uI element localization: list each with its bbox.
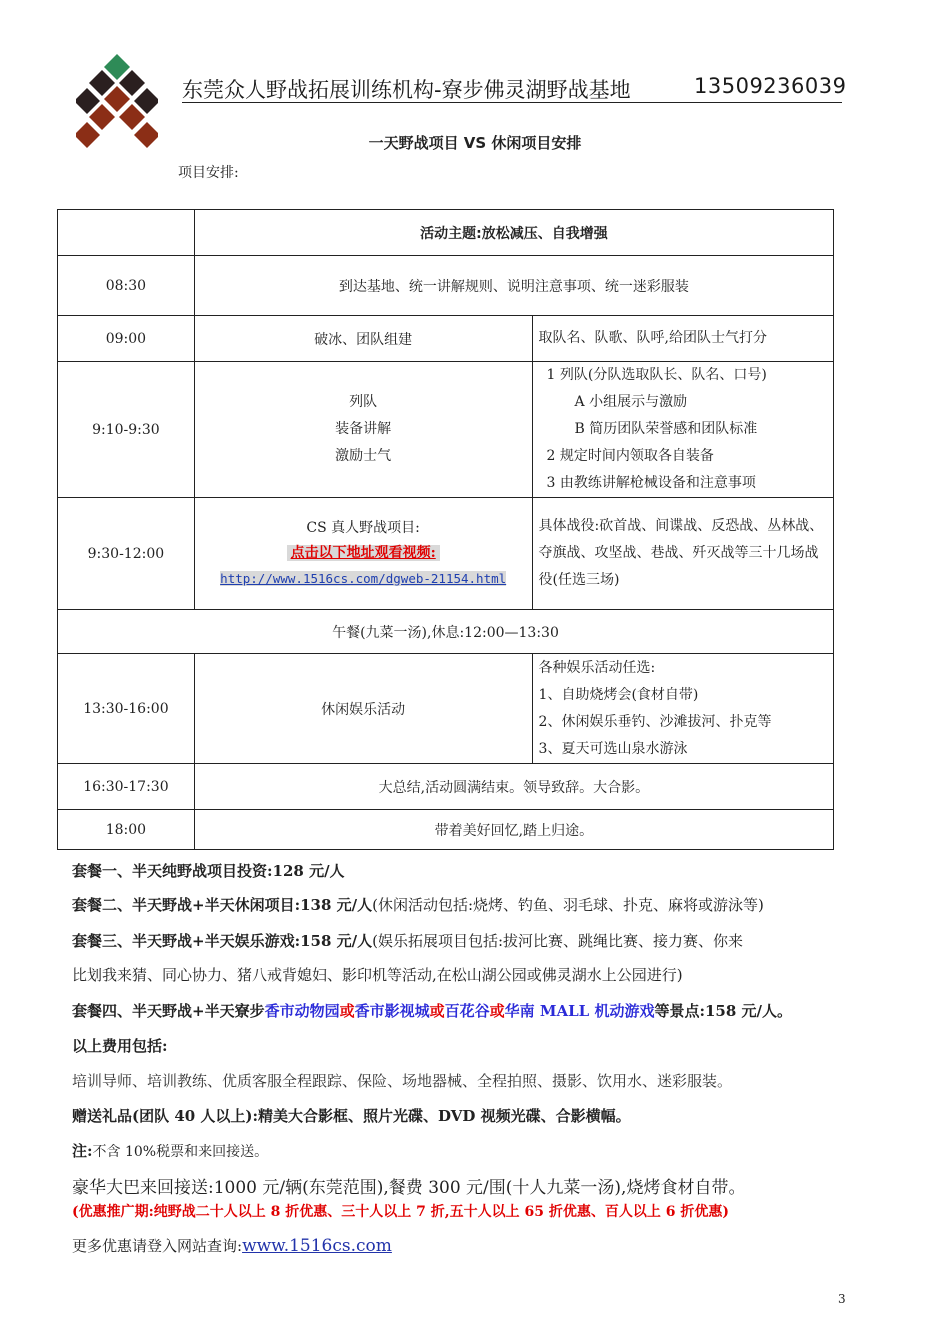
package-2-note: (休闲活动包括:烧烤、钓鱼、羽毛球、扑克、麻将或游泳等) bbox=[372, 896, 764, 914]
detail-line: 1 列队(分队选取队长、队名、口号) bbox=[546, 367, 767, 383]
detail-line: 3、夏天可选山泉水游泳 bbox=[538, 740, 688, 757]
or-word: 或 bbox=[339, 1002, 355, 1020]
table-row bbox=[58, 362, 834, 498]
phone-number: 13509236039 bbox=[694, 74, 847, 98]
detail-cell: 具体战役:砍首战、间谍战、反恐战、丛林战、夺旗战、攻坚战、巷战、歼灭战等三十几场战役(任选三场) bbox=[532, 498, 833, 610]
video-url-link[interactable]: http://www.1516cs.com/dgweb-21154.html bbox=[220, 570, 507, 586]
time-cell: 18:00 bbox=[58, 810, 195, 850]
scenic-spot: 香市动物园 bbox=[264, 1002, 340, 1020]
scenic-spot: 华南 MALL 机动游戏 bbox=[504, 1002, 655, 1020]
time-cell: 09:00 bbox=[58, 316, 195, 362]
schedule-table bbox=[57, 209, 834, 850]
or-word: 或 bbox=[489, 1002, 505, 1020]
document-title: 一天野战项目 VS 休闲项目安排 bbox=[368, 134, 582, 152]
activity-line: 激励士气 bbox=[335, 448, 392, 464]
table-row bbox=[58, 810, 834, 850]
activity-theme: 活动主题:放松减压、自我增强 bbox=[194, 210, 833, 256]
website-link[interactable]: www.1516cs.com bbox=[242, 1236, 392, 1256]
table-row bbox=[58, 210, 834, 256]
promo-line: (优惠推广期:纯野战二十人以上 8 折优惠、三十人以上 7 折,五十人以上 65 折优惠、百人以上 6 折优惠) bbox=[72, 1204, 729, 1220]
time-cell: 16:30-17:30 bbox=[58, 764, 195, 810]
time-cell: 9:10-9:30 bbox=[58, 362, 195, 498]
gift-line: 赠送礼品(团队 40 人以上):精美大合影框、照片光碟、DVD 视频光碟、合影横幅。 bbox=[72, 1107, 631, 1125]
more-text: 更多优惠请登入网站查询: bbox=[72, 1237, 243, 1255]
activity-line: CS 真人野战项目: bbox=[306, 519, 420, 536]
activity-cell bbox=[194, 498, 532, 610]
package-2-title: 套餐二、半天野战+半天休闲项目:138 元/人 bbox=[72, 896, 373, 914]
table-row bbox=[58, 764, 834, 810]
detail-line: 2 规定时间内领取各自装备 bbox=[546, 448, 714, 464]
detail-cell bbox=[532, 654, 833, 764]
package-3 bbox=[72, 930, 743, 951]
package-4 bbox=[72, 1000, 792, 1021]
desc-cell: 大总结,活动圆满结束。领导致辞。大合影。 bbox=[194, 764, 833, 810]
note-text: 不含 10%税票和来回接送。 bbox=[92, 1144, 269, 1160]
detail-line: A 小组展示与激励 bbox=[574, 394, 688, 410]
detail-cell: 取队名、队歌、队呼,给团队士气打分 bbox=[532, 316, 833, 362]
table-row bbox=[58, 654, 834, 764]
desc-cell: 到达基地、统一讲解规则、说明注意事项、统一迷彩服装 bbox=[194, 256, 833, 316]
package-2 bbox=[72, 894, 764, 915]
package-3-title: 套餐三、半天野战+半天娱乐游戏:158 元/人 bbox=[72, 932, 373, 950]
detail-line: 1、自助烧烤会(食材自带) bbox=[538, 686, 699, 703]
org-name: 东莞众人野战拓展训练机构-寮步佛灵湖野战基地 bbox=[182, 78, 631, 102]
bus-line: 豪华大巴来回接送:1000 元/辆(东莞范围),餐费 300 元/围(十人九菜一汤),烧烤食材自带。 bbox=[72, 1178, 746, 1198]
video-link-label: 点击以下地址观看视频: bbox=[287, 545, 440, 561]
package-1: 套餐一、半天纯野战项目投资:128 元/人 bbox=[72, 862, 345, 880]
time-cell: 13:30-16:00 bbox=[58, 654, 195, 764]
table-row bbox=[58, 256, 834, 316]
activity-cell bbox=[194, 362, 532, 498]
time-cell: 9:30-12:00 bbox=[58, 498, 195, 610]
scenic-spot: 百花谷 bbox=[444, 1002, 490, 1020]
table-row bbox=[58, 316, 834, 362]
page-number: 3 bbox=[838, 1292, 846, 1306]
section-label: 项目安排: bbox=[178, 165, 239, 181]
detail-cell bbox=[532, 362, 833, 498]
desc-cell: 带着美好回忆,踏上归途。 bbox=[194, 810, 833, 850]
detail-line: B 简历团队荣誉感和团队标准 bbox=[574, 421, 758, 437]
activity-line: 列队 bbox=[349, 394, 378, 410]
detail-line: 3 由教练讲解枪械设备和注意事项 bbox=[546, 475, 756, 491]
table-row bbox=[58, 610, 834, 654]
note-label: 注: bbox=[72, 1142, 93, 1160]
package-3-note-cont: 比划我来猜、同心协力、猪八戒背媳妇、影印机等活动,在松山湖公园或佛灵湖水上公园进行) bbox=[72, 966, 683, 984]
lunch-cell: 午餐(九菜一汤),休息:12:00—13:30 bbox=[58, 610, 834, 654]
activity-cell: 破冰、团队组建 bbox=[194, 316, 532, 362]
activity-line: 装备讲解 bbox=[335, 421, 392, 437]
scenic-spot: 香市影视城 bbox=[354, 1002, 430, 1020]
package-4-title: 套餐四、半天野战+半天寮步 bbox=[72, 1002, 265, 1020]
activity-cell: 休闲娱乐活动 bbox=[194, 654, 532, 764]
detail-line: 各种娱乐活动任选: bbox=[538, 659, 656, 676]
page-header bbox=[182, 74, 847, 103]
fees-heading: 以上费用包括: bbox=[72, 1037, 168, 1055]
fees-items: 培训导师、培训教练、优质客服全程跟踪、保险、场地器械、全程拍照、摄影、饮用水、迷彩服装。 bbox=[72, 1072, 733, 1090]
package-3-note: (娱乐拓展项目包括:拔河比赛、跳绳比赛、接力赛、你来 bbox=[372, 932, 744, 950]
note-line bbox=[72, 1140, 268, 1161]
package-4-price: 等景点:158 元/人。 bbox=[654, 1002, 793, 1020]
table-row bbox=[58, 498, 834, 610]
time-cell: 08:30 bbox=[58, 256, 195, 316]
more-line bbox=[72, 1235, 392, 1256]
or-word: 或 bbox=[429, 1002, 445, 1020]
detail-line: 2、休闲娱乐垂钓、沙滩拔河、扑克等 bbox=[538, 713, 772, 730]
